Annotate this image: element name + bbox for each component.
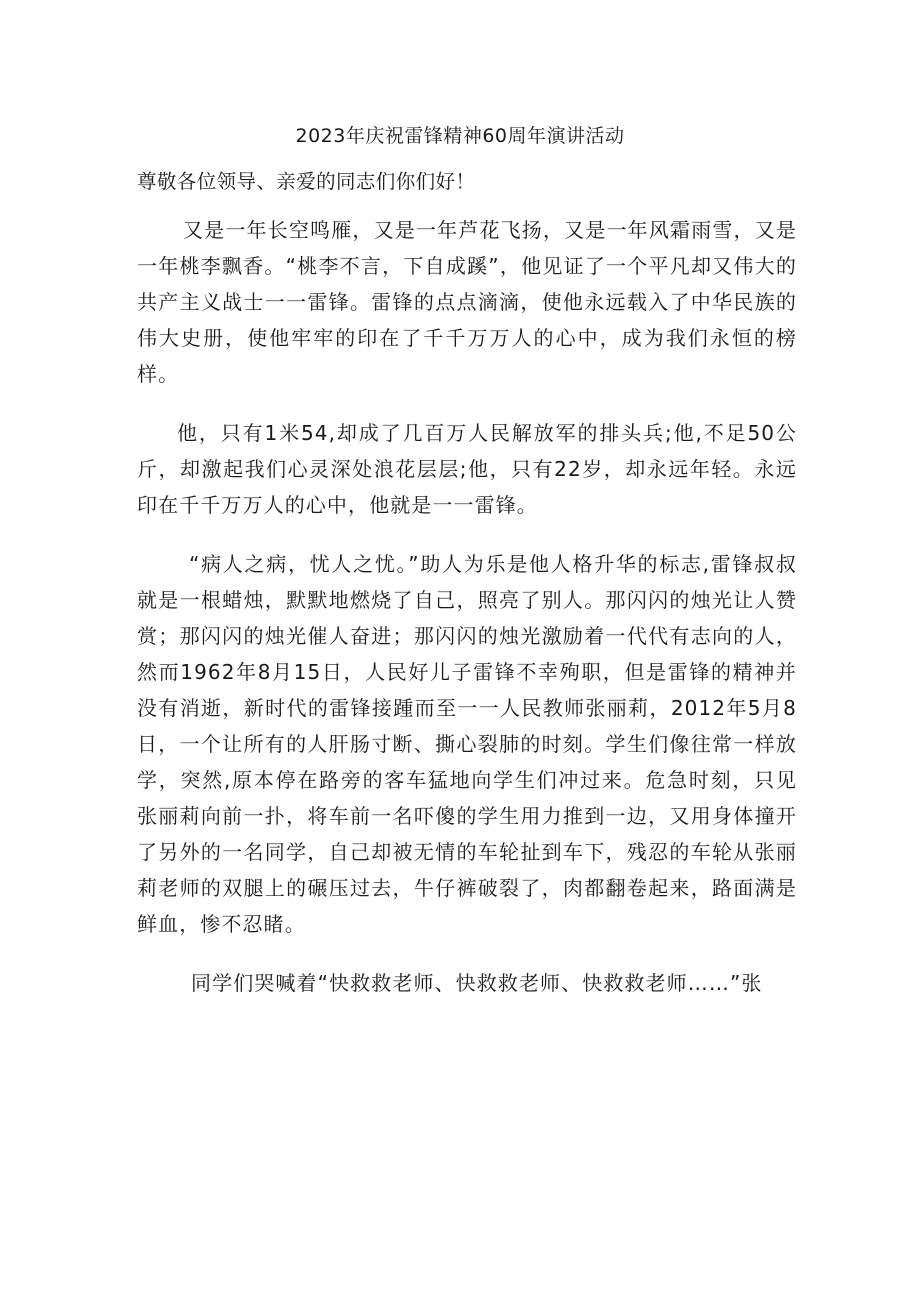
- document-title: 2023年庆祝雷锋精神60周年演讲活动: [295, 125, 625, 147]
- salutation: 尊敬各位领导、亲爱的同志们你们好！: [137, 170, 476, 193]
- paragraph-3: “病人之病，忧人之忧。”助人为乐是他人格升华的标志,雷锋叔叔就是一根蜡烛，默默地燃烧了自己，照亮了别人。那闪闪的烛光让人赞赏；那闪闪的烛光催人奋进；那闪闪的烛光激励着一代代有志向的人，然而1962年8月15日，人民好儿子雷锋不幸殉职，但是雷锋的精神并没有消逝，新时代的雷锋接踵而至一一人民教师张丽莉，2012年5月8日，一个让所有的人肝肠寸断、撕心裂肺的时刻。学生们像往常一样放学，突然,原本停在路旁的客车猛地向学生们冲过来。危急时刻，只见张丽莉向前一扑，将车前一名吓傻的学生用力推到一边，又用身体撞开了另外的一名同学，自己却被无情的车轮扯到车下，残忍的车轮从张丽莉老师的双腿上的碾压过去，牛仔裤破裂了，肉都翻卷起来，路面满是鲜血，惨不忍睹。: [137, 552, 797, 936]
- speech-body: [137, 212, 797, 1024]
- paragraph-1: 又是一年长空鸣雁，又是一年芦花飞扬，又是一年风霜雨雪，又是一年桃李飘香。“桃李不言，下自成蹊”，他见证了一个平凡却又伟大的共产主义战士一一雷锋。雷锋的点点滴滴，使他永远载入了中华民族的伟大史册，使他牢牢的印在了千千万万人的心中，成为我们永恒的榜样。: [137, 218, 798, 386]
- paragraph-4: 同学们哭喊着“快救救老师、快救救老师、快救救老师……”张: [191, 971, 763, 995]
- paragraph-2: 他，只有1米54,却成了几百万人民解放军的排头兵;他,不足50公斤，却激起我们心灵深处浪花层层;他，只有22岁，却永远年轻。永远印在千千万万人的心中，他就是一一雷锋。: [137, 421, 797, 517]
